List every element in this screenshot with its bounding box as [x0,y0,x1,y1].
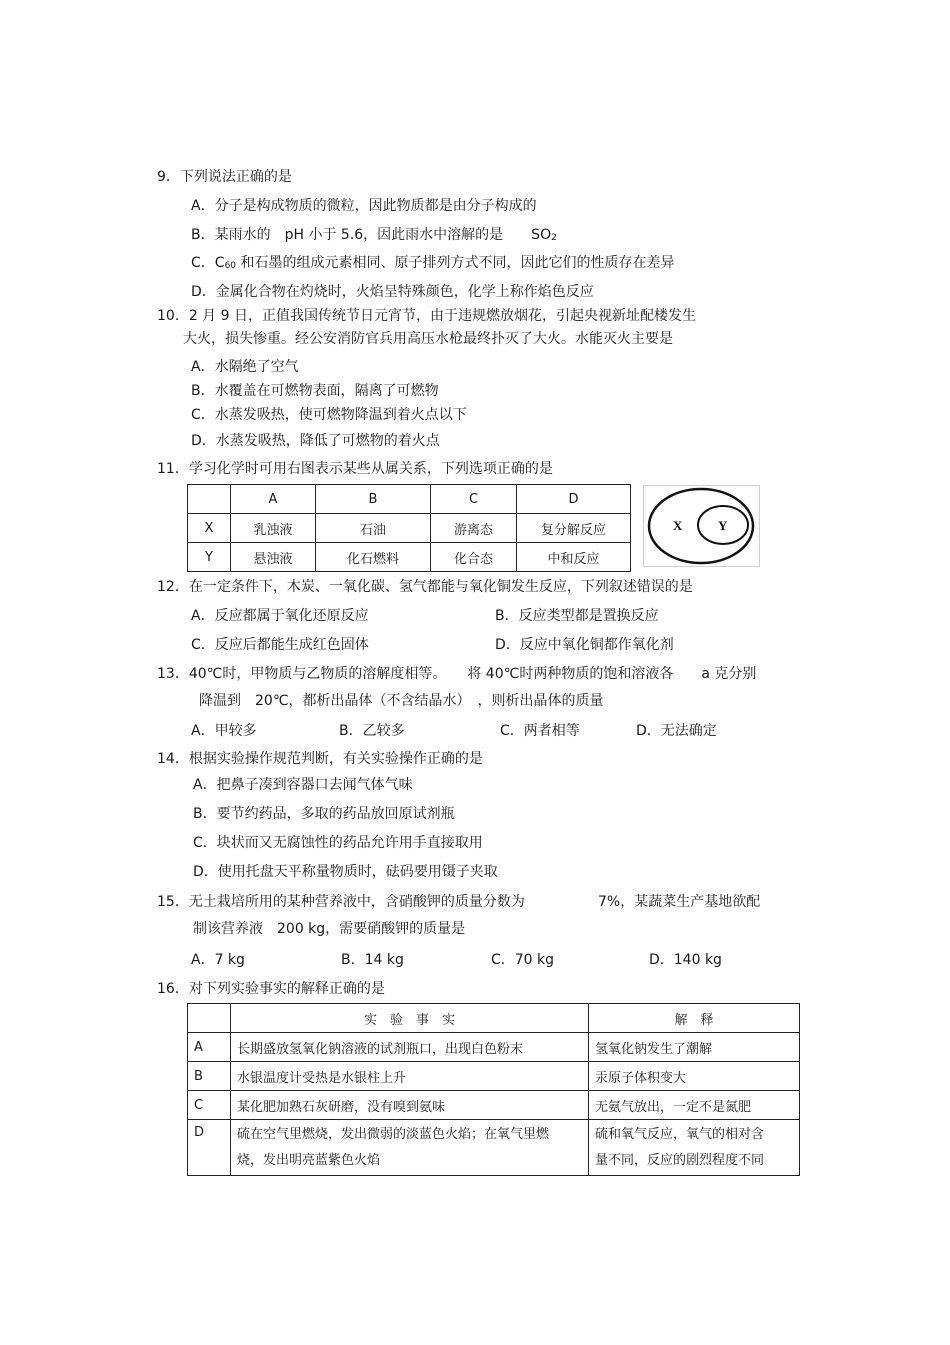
q12-option-b: B．反应类型都是置换反应 [495,608,659,624]
q14-stem: 14．根据实验操作规范判断，有关实验操作正确的是 [157,751,483,767]
q13-option-a: A．甲较多 [191,723,257,739]
q13-stem-line1: 13．40℃时，甲物质与乙物质的溶解度相等。 将 40℃时两种物质的饱和溶液各 a 克分别 [157,666,757,682]
q12-option-c: C．反应后都能生成红色固体 [191,637,369,653]
q16-row-fact: 硫在空气里燃烧，发出微弱的淡蓝色火焰；在氧气里燃 烧，发出明亮蓝紫色火焰 [231,1120,589,1176]
q13-option-b: B．乙较多 [339,723,405,739]
q15-stem-line1a: 15．无土栽培所用的某种营养液中，含硝酸钾的质量分数为 [157,894,525,910]
q9-stem: 9．下列说法正确的是 [157,169,292,185]
q9-option-c: C．$C_{60}$ 和石墨的组成元素相同、原子排列方式不同，因此它们的性质存在差异 [191,255,675,271]
q11-cell: 中和反应 [517,543,631,572]
q11-cell: 化合态 [431,543,517,572]
q10-stem-line1: 10．2 月 9 日，正值我国传统节日元宵节，由于违规燃放烟花，引起央视新址配楼发生 [157,308,696,324]
q10-stem-line2: 大火，损失惨重。经公安消防官兵用高压水枪最终扑灭了大火。水能灭火主要是 [183,331,673,347]
venn-label-y: Y [718,518,728,533]
q11-cell: 乳浊液 [231,514,316,543]
q16-header-fact: 实 验 事 实 [231,1004,589,1033]
venn-outer-ellipse [649,489,753,563]
q14-option-b: B．要节约药品，多取的药品放回原试剂瓶 [193,806,455,822]
q16-row-explanation: 氢氧化钠发生了潮解 [589,1033,800,1062]
q15-option-d: D．140 kg [649,952,722,968]
q16-row-key: D [188,1120,231,1176]
q16-header-explanation: 解 释 [589,1004,800,1033]
q10-option-c: C．水蒸发吸热，使可燃物降温到着火点以下 [191,407,467,423]
q11-header-c: C [431,485,517,514]
q13-option-c: C．两者相等 [500,723,580,739]
venn-label-x: X [673,518,683,533]
q16-row-key: B [188,1062,231,1091]
q16-row-fact: 长期盛放氢氧化钠溶液的试剂瓶口，出现白色粉末 [231,1033,589,1062]
q11-cell: 复分解反应 [517,514,631,543]
q11-cell: 石油 [316,514,431,543]
q11-stem: 11．学习化学时可用右图表示某些从属关系，下列选项正确的是 [157,461,553,477]
q15-option-c: C．70 kg [491,952,555,968]
q9-option-b: B．某雨水的 pH 小于 5.6，因此雨水中溶解的是 $SO_2$ [191,227,557,243]
q16-row-fact: 水银温度计受热是水银柱上升 [231,1062,589,1091]
q16-header-blank [188,1004,231,1033]
q14-option-c: C．块状而又无腐蚀性的药品允许用手直接取用 [193,835,483,851]
q16-row-explanation: 无氨气放出，一定不是氮肥 [589,1091,800,1120]
q16-row-key: A [188,1033,231,1062]
q11-header-d: D [517,485,631,514]
q11-row-y-label: Y [188,543,231,572]
q11-cell: 游离态 [431,514,517,543]
q15-stem-line1b: 7%，某蔬菜生产基地欲配 [598,894,761,910]
q9-option-a: A．分子是构成物质的微粒，因此物质都是由分子构成的 [191,198,537,214]
q16-row-explanation: 硫和氧气反应，氧气的相对含 量不同，反应的剧烈程度不同 [589,1120,800,1176]
q13-option-d: D．无法确定 [636,723,717,739]
q16-stem: 16．对下列实验事实的解释正确的是 [157,981,385,997]
q11-row-x-label: X [188,514,231,543]
q16-row-key: C [188,1091,231,1120]
q14-option-d: D．使用托盘天平称量物质时，砝码要用镊子夹取 [193,864,498,880]
q16-row-explanation: 汞原子体积变大 [589,1062,800,1091]
q16-table [187,1003,800,1176]
q14-option-a: A．把鼻子凑到容器口去闻气体气味 [193,777,413,793]
q12-option-a: A．反应都属于氧化还原反应 [191,608,369,624]
q11-venn-diagram [643,485,760,567]
q13-stem-line2: 降温到 20℃，都析出晶体（不含结晶水） ，则析出晶体的质量 [199,693,604,709]
q15-option-a: A．7 kg [191,952,245,968]
q11-cell: 悬浊液 [231,543,316,572]
q11-table [187,484,631,572]
q10-option-b: B．水覆盖在可燃物表面，隔离了可燃物 [191,383,439,399]
q15-option-b: B．14 kg [341,952,404,968]
q10-option-d: D．水蒸发吸热，降低了可燃物的着火点 [191,433,440,449]
q10-option-a: A．水隔绝了空气 [191,359,299,375]
q11-header-blank [188,485,231,514]
q11-header-a: A [231,485,316,514]
q12-option-d: D．反应中氧化铜都作氧化剂 [495,637,674,653]
q12-stem: 12．在一定条件下，木炭、一氧化碳、氢气都能与氧化铜发生反应，下列叙述错误的是 [157,579,693,595]
q11-cell: 化石燃料 [316,543,431,572]
q16-row-fact: 某化肥加熟石灰研磨，没有嗅到氨味 [231,1091,589,1120]
q11-header-b: B [316,485,431,514]
q9-option-d: D．金属化合物在灼烧时，火焰呈特殊颜色，化学上称作焰色反应 [191,284,594,300]
q15-stem-line2: 制该营养液 200 kg，需要硝酸钾的质量是 [193,921,466,937]
